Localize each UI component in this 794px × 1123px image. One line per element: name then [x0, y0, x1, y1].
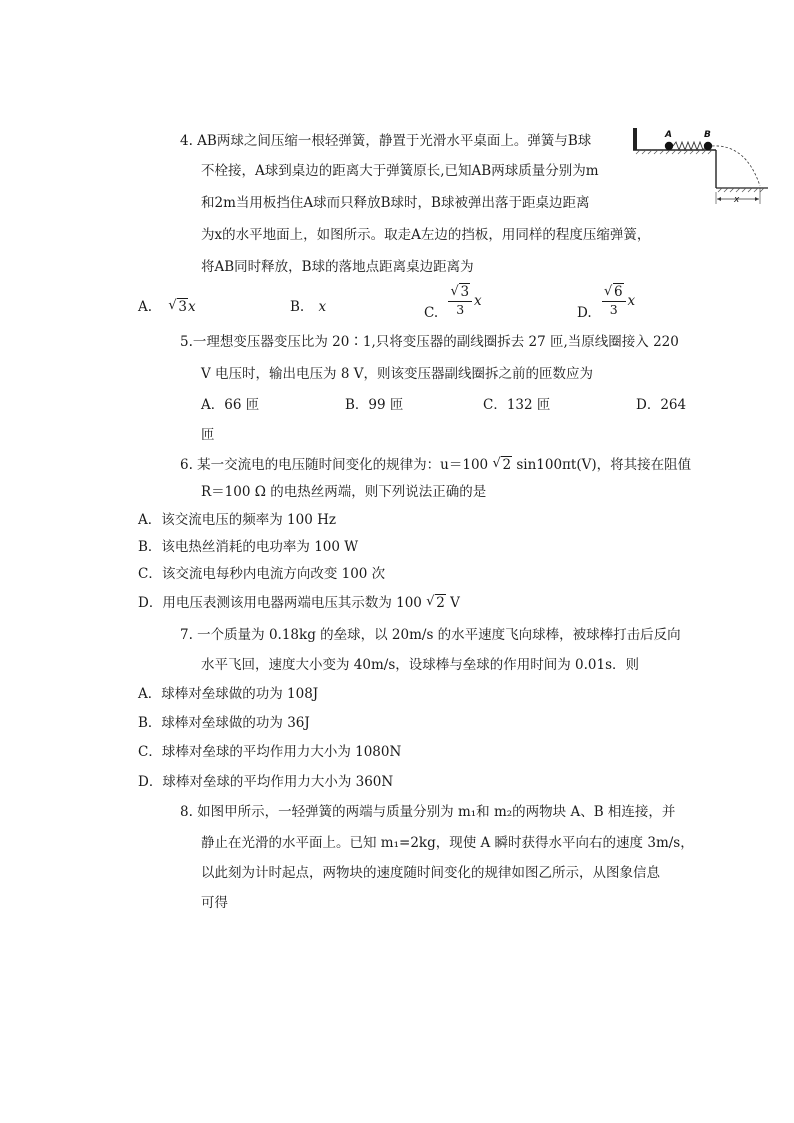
- q4-line-5: 将AB同时释放，B球的落地点距离桌边距离为: [201, 259, 474, 275]
- q8-line-3: 以此刻为计时起点，两物块的速度随时间变化的规律如图乙所示，从图象信息: [201, 865, 660, 881]
- q6-option-d: [138, 594, 460, 612]
- q4-option-b-var: x: [318, 299, 327, 315]
- q4-option-c-label: C.: [424, 305, 439, 321]
- q4-option-b-label: B.: [290, 299, 305, 315]
- q4-line-1: 4. AB两球之间压缩一根轻弹簧，静置于光滑水平桌面上。弹簧与B球: [180, 133, 592, 149]
- q6-line-2: R＝100 Ω 的电热丝两端，则下列说法正确的是: [201, 484, 487, 500]
- label-ball-b: B: [704, 130, 711, 140]
- q6-line-1-post: sin100πt(V)，将其接在阻值: [516, 457, 692, 473]
- q6-option-d-post: V: [450, 595, 460, 611]
- q5-option-b: B．99 匝: [345, 397, 404, 413]
- label-x: x: [734, 195, 740, 205]
- q5-option-a: A．66 匝: [201, 397, 260, 413]
- q7-option-b: B．球棒对垒球做的功为 36J: [138, 715, 310, 731]
- q4-option-b: [290, 298, 326, 316]
- q5-line-2: V 电压时，输出电压为 8 V，则该变压器副线圈拆之前的匝数应为: [201, 366, 593, 382]
- q7-option-a: A．球棒对垒球做的功为 108J: [138, 686, 319, 702]
- ball-b: [704, 142, 712, 150]
- q6-option-d-pre: D．用电压表测该用电器两端电压其示数为 100: [138, 595, 422, 611]
- q4-option-a-label: A.: [138, 299, 153, 315]
- q5-option-d: D．264: [636, 397, 687, 413]
- q6-option-c: C．该交流电每秒内电流方向改变 100 次: [138, 566, 386, 582]
- q6-option-d-sqrt: 2: [436, 595, 445, 611]
- label-ball-a: A: [665, 130, 672, 140]
- q4-option-a: [138, 298, 196, 316]
- q6-line-1: [180, 456, 691, 474]
- blocking-board: [633, 128, 637, 150]
- q6-option-a: A．该交流电压的频率为 100 Hz: [138, 512, 336, 528]
- q4-figure: [628, 124, 774, 208]
- q4-option-a-sqrt: 3: [178, 299, 187, 315]
- q5-line-1: 5.一理想变压器变压比为 20∶1,只将变压器的副线圈拆去 27 匝,当原线圈接入 220: [180, 334, 679, 350]
- q4-option-c-num: 3: [460, 284, 470, 300]
- q4-line-4: 为x的水平地面上，如图所示。取走A左边的挡板，用同样的程度压缩弹簧，: [201, 227, 651, 243]
- ball-a: [665, 142, 673, 150]
- q7-line-2: 水平飞回，速度大小变为 40m/s，设球棒与垒球的作用时间为 0.01s．则: [201, 657, 640, 673]
- q4-option-d-label: D.: [577, 305, 592, 321]
- q8-line-4: 可得: [201, 895, 228, 911]
- q5-option-c: C．132 匝: [483, 397, 551, 413]
- q7-option-c: C．球棒对垒球的平均作用力大小为 1080N: [138, 744, 402, 760]
- q4-line-3: 和2m当用板挡住A球而只释放B球时，B球被弹出落于距桌边距离: [201, 195, 590, 211]
- q7-line-1: 7. 一个质量为 0.18kg 的垒球，以 20m/s 的水平速度飞向球棒，被球棒打击后反向: [180, 627, 681, 643]
- q4-option-c: [424, 284, 482, 321]
- q4-option-a-var: x: [187, 299, 196, 315]
- q4-line-2: 不栓接，A球到桌边的距离大于弹簧原长,已知AB两球质量分别为m: [201, 163, 599, 179]
- trajectory: [712, 146, 760, 186]
- q5-option-d-wrap: 匝: [201, 427, 215, 443]
- q4-option-c-den: 3: [456, 302, 465, 317]
- q4-option-c-var: x: [474, 293, 482, 309]
- q8-line-1: 8. 如图甲所示，一轻弹簧的两端与质量分别为 m₁和 m₂的两物块 A、B 相连接，并: [180, 804, 676, 820]
- q4-option-d: [577, 284, 636, 321]
- q7-option-d: D．球棒对垒球的平均作用力大小为 360N: [138, 774, 394, 790]
- q4-option-d-num: 6: [613, 284, 623, 300]
- spring: [673, 142, 706, 150]
- q6-line-1-pre: 6. 某一交流电的电压随时间变化的规律为：u＝100: [180, 457, 489, 473]
- q6-line-1-sqrt: 2: [502, 457, 512, 473]
- q4-option-d-den: 3: [609, 302, 618, 317]
- q6-option-b: B．该电热丝消耗的电功率为 100 W: [138, 539, 359, 555]
- q8-line-2: 静止在光滑的水平面上。已知 m₁=2kg，现使 A 瞬时获得水平向右的速度 3m/s，: [201, 835, 694, 851]
- q4-option-d-var: x: [627, 293, 636, 309]
